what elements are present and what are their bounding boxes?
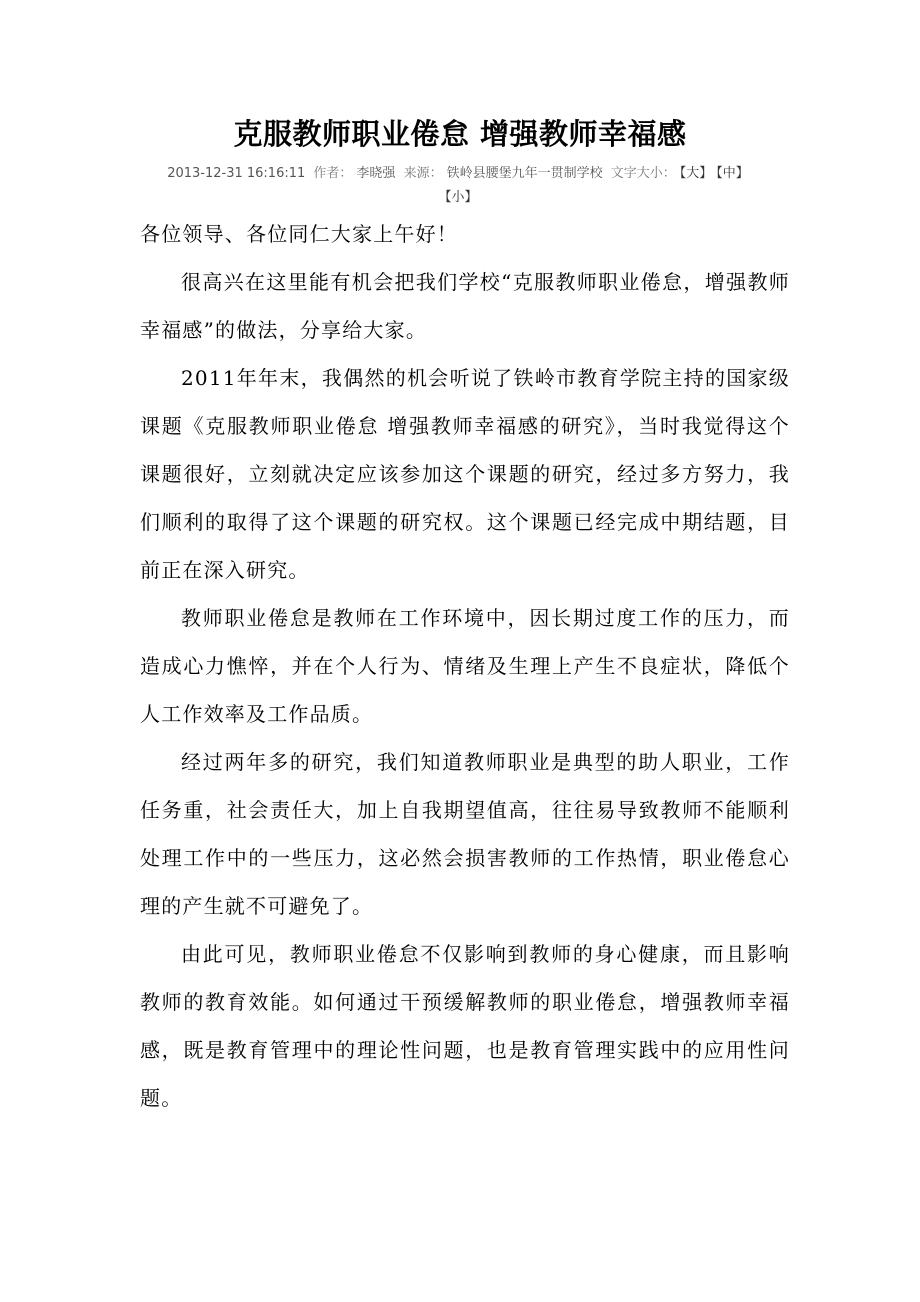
greeting-paragraph: 各位领导、各位同仁大家上午好！: [140, 222, 458, 246]
source-label: 来源：: [403, 166, 443, 181]
body-paragraph: 2011年年末，我偶然的机会听说了铁岭市教育学院主持的国家级课题《克服教师职业倦怠 增强教师幸福感的研究》，当时我觉得这个课题很好，立刻就决定应该参加这个课题的研究，经过多方努力，我们顺利的取得了这个课题的研究权。这个课题已经完成中期结题，目前正在深入研究。: [140, 366, 790, 582]
body-paragraph: 经过两年多的研究，我们知道教师职业是典型的助人职业，工作任务重，社会责任大，加上自我期望值高，往往易导致教师不能顺利处理工作中的一些压力，这必然会损害教师的工作热情，职业倦怠心理的产生就不可避免了。: [140, 750, 790, 918]
font-size-small-link[interactable]: 【小】: [438, 190, 478, 205]
font-size-medium-link[interactable]: 【中】: [716, 166, 749, 181]
publish-datetime: 2013-12-31 16:16:11: [167, 166, 306, 181]
author-label: 作者：: [313, 166, 353, 181]
article-title: 克服教师职业倦怠 增强教师幸福感: [233, 117, 687, 151]
article-meta: [140, 162, 780, 210]
body-paragraph: 很高兴在这里能有机会把我们学校“克服教师职业倦怠，增强教师幸福感”的做法，分享给大家。: [140, 270, 790, 342]
article-body: [140, 210, 790, 1122]
font-size-large-link[interactable]: 【大】: [679, 166, 713, 181]
body-paragraph: 教师职业倦怠是教师在工作环境中，因长期过度工作的压力，而造成心力憔悴，并在个人行为、情绪及生理上产生不良症状，降低个人工作效率及工作品质。: [140, 606, 790, 726]
author-name: 李晓强: [356, 166, 396, 181]
font-size-label: 文字大小：: [610, 166, 676, 181]
body-paragraph: 由此可见，教师职业倦怠不仅影响到教师的身心健康，而且影响教师的教育效能。如何通过干预缓解教师的职业倦怠，增强教师幸福感，既是教育管理中的理论性问题，也是教育管理实践中的应用性问题。: [140, 942, 790, 1110]
source-name: 铁岭县腰堡九年一贯制学校: [446, 166, 603, 181]
